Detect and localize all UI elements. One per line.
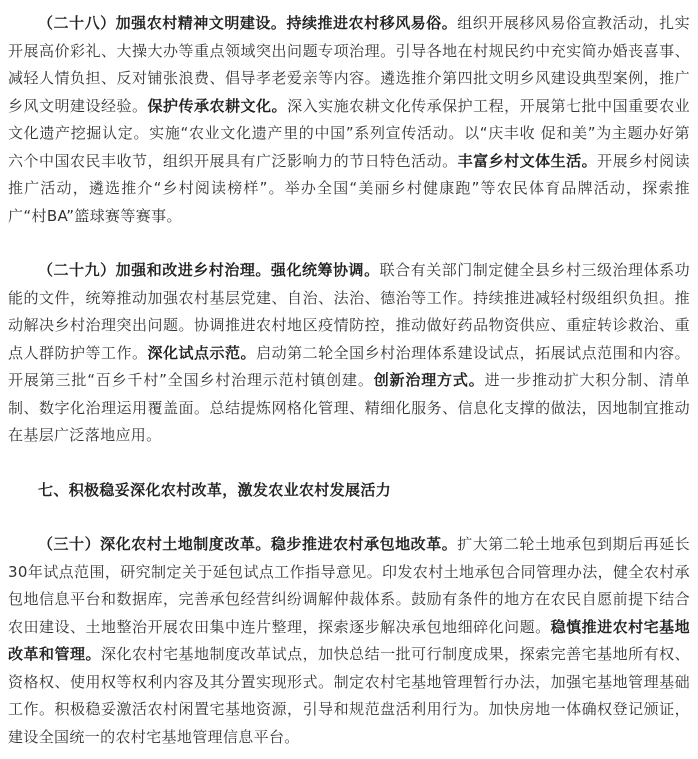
paragraph-28-text-2: 深入实施农耕文化传承保护工程，开展第七批中国重要农业文化遗产挖掘认定。实施“农业文化遗产里的中国”系列宣传活动。以“庆丰收 促和美”为主题办好第六个中国农民丰收节，组织开展具有广泛影响力的节日特色活动。 bbox=[8, 96, 690, 170]
paragraph-30-number: （三十） bbox=[38, 535, 101, 553]
paragraph-28 bbox=[8, 10, 690, 230]
paragraph-29-text-2: 启动第二轮全国乡村治理体系建设试点，拓展试点范围和内容。开展第三批“百乡千村”全国乡村治理示范村镇创建。 bbox=[8, 343, 690, 389]
paragraph-30-text-2: 深化农村宅基地制度改革试点，加快总结一批可行制度成果，探索完善宅基地所有权、资格权、使用权等权利内容及其分置实现形式。制定农村宅基地管理暂行办法，加强宅基地管理基础工作。积极稳妥激活农村闲置宅基地资源，引导和规范盘活利用行为。加快房地一体确权登记颁证，建设全国统一的农村宅基地管理信息平台。 bbox=[8, 645, 690, 746]
paragraph-28-heading: 加强农村精神文明建设。 bbox=[115, 14, 287, 32]
paragraph-30-text-1: 扩大第二轮土地承包到期后再延长30年试点范围，研究制定关于延包试点工作指导意见。印发农村土地承包合同管理办法，健全农村承包地信息平台和数据库，完善承包经营纠纷调解仲裁体系。鼓励有条件的地方在农民自愿前提下结合农田建设、土地整治开展农田集中连片整理，探索逐步解决承包地细碎化问题。 bbox=[8, 535, 690, 636]
paragraph-30 bbox=[8, 531, 690, 751]
paragraph-29 bbox=[8, 257, 690, 450]
paragraph-28-text-3: 开展乡村阅读推广活动，遴选推介“乡村阅读榜样”。举办全国“美丽乡村健康跑”等农民体育品牌活动，探索推广“村BA”篮球赛等赛事。 bbox=[8, 151, 690, 225]
paragraph-30-heading: 深化农村土地制度改革。 bbox=[100, 535, 271, 553]
paragraph-28-text-1: 组织开展移风易俗宣教活动，扎实开展高价彩礼、大操大办等重点领域突出问题专项治理。引导各地在村规民约中充实简办婚丧喜事、减轻人情负担、反对铺张浪费、倡导孝老爱亲等内容。遴选推介第四批文明乡风建设典型案例，推广乡风文明建设经验。 bbox=[8, 14, 690, 115]
paragraph-28-subheading-1: 持续推进农村移风易俗。 bbox=[286, 14, 458, 32]
paragraph-28-subheading-2: 保护传承农耕文化。 bbox=[147, 96, 288, 115]
paragraph-30-subheading-2: 稳慎推进农村宅基地改革和管理。 bbox=[8, 617, 690, 663]
paragraph-30-subheading-1: 稳步推进农村承包地改革。 bbox=[270, 535, 458, 553]
paragraph-29-heading: 加强和改进乡村治理。 bbox=[115, 261, 271, 279]
paragraph-29-text-1: 联合有关部门制定健全县乡村三级治理体系功能的文件，统筹推动加强农村基层党建、自治、法治、德治等工作。持续推进减轻村级组织负担。推动解决乡村治理突出问题。协调推进农村地区疫情防控，推动做好药品物资供应、重症转诊救治、重点人群防护等工作。 bbox=[8, 261, 690, 362]
paragraph-29-subheading-2: 深化试点示范。 bbox=[147, 343, 257, 362]
paragraph-29-subheading-3: 创新治理方式。 bbox=[373, 371, 485, 389]
section-heading-7: 七、积极稳妥深化农村改革，激发农业农村发展活力 bbox=[38, 480, 392, 499]
paragraph-29-number: （二十九） bbox=[38, 261, 116, 279]
paragraph-29-subheading-1: 强化统筹协调。 bbox=[270, 261, 380, 279]
paragraph-28-subheading-3: 丰富乡村文体生活。 bbox=[457, 151, 598, 170]
paragraph-28-number: （二十八） bbox=[38, 14, 116, 32]
paragraph-29-text-3: 进一步推动扩大积分制、清单制、数字化治理运用覆盖面。总结提炼网格化管理、精细化服务、信息化支撑的做法，因地制宜推动在基层广泛落地应用。 bbox=[8, 371, 690, 444]
